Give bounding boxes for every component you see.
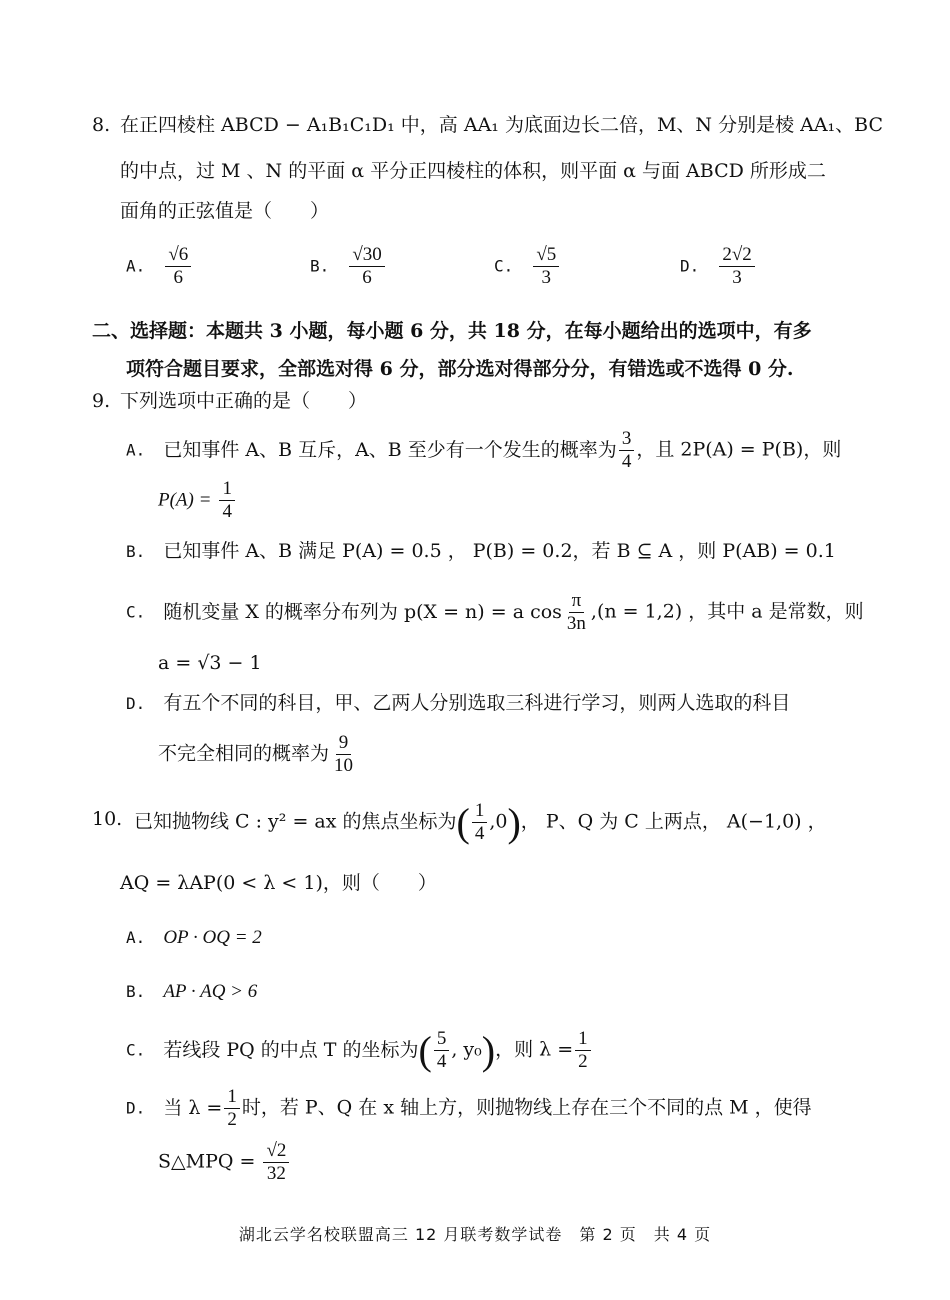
option-label: D.: [126, 694, 146, 713]
q10-option-d: [126, 1086, 812, 1131]
q10-text: 已知抛物线 C : y² = ax 的焦点坐标为: [134, 810, 457, 833]
midpoint-y: , y₀: [451, 1038, 482, 1061]
option-text-cont: ，且 2P(A) = P(B)，则: [636, 438, 842, 461]
option-label: A.: [126, 440, 146, 460]
q9-option-b: [126, 538, 836, 565]
area-fraction: $\frac{√2}{32}$: [263, 1140, 289, 1185]
option-text: 已知事件 A、B 满足 P(A) = 0.5 ， P(B) = 0.2，若 B ⊆ A ，则 P(AB) = 0.1: [163, 540, 836, 562]
option-label: C.: [126, 1040, 146, 1060]
option-label: B.: [126, 982, 146, 1001]
focus-fraction: $\frac{1}{4}$: [472, 800, 488, 845]
q10-option-d-line2: [158, 1140, 291, 1185]
lambda-fraction: $\frac{1}{2}$: [224, 1086, 240, 1131]
option-fraction: $\frac{\pi}{3n}$: [566, 590, 586, 634]
q9-number: 9.: [92, 390, 111, 412]
q10-option-b: [126, 978, 257, 1005]
page-footer: 湖北云学名校联盟高三 12 月联考数学试卷 第 2 页 共 4 页: [238, 1225, 712, 1244]
q8-option-a: [126, 244, 193, 289]
q10-stem-line2: AQ = λAP(0 < λ < 1)，则（ ）: [120, 872, 437, 894]
midpoint-fraction: $\frac{5}{4}$: [434, 1028, 450, 1073]
option-text-cont: 时，若 P、Q 在 x 轴上方，则抛物线上存在三个不同的点 M ，使得: [241, 1096, 812, 1119]
q9-option-d: [126, 690, 790, 717]
option-text-cont: ,(n = 1,2) ，其中 a 是常数，则: [590, 600, 864, 623]
option-text: 当 λ =: [163, 1096, 223, 1119]
option-text: 不完全相同的概率为: [158, 742, 330, 765]
q10-option-c: C. 若线段 PQ 的中点 T 的坐标为( $\frac{5}{4}$ , y₀)，则 λ = $\frac{1}{2}$: [126, 1028, 593, 1073]
section2-heading-line2: 项符合题目要求，全部选对得 6 分，部分选对得部分分，有错选或不选得 0 分.: [126, 358, 794, 380]
option-fraction: $\frac{√6}{6}$: [165, 244, 191, 289]
option-fraction: $\frac{1}{4}$: [219, 478, 235, 523]
q10-text-cont: ， P、Q 为 C 上两点， A(−1,0) ，: [520, 810, 827, 833]
q9-stem: 下列选项中正确的是（ ）: [120, 390, 368, 412]
q9-option-a: [126, 428, 841, 473]
option-fraction: $\frac{√5}{3}$: [533, 244, 559, 289]
option-fraction: $\frac{2√2}{3}$: [719, 244, 754, 289]
q9-option-c-line2: a = √3 − 1: [158, 652, 262, 674]
q8-option-d: [680, 244, 757, 289]
option-label: C.: [494, 256, 514, 276]
q8-stem-line2: 的中点，过 M 、N 的平面 α 平分正四棱柱的体积，则平面 α 与面 ABCD 所形成二: [120, 160, 826, 182]
option-fraction: $\frac{3}{4}$: [619, 428, 635, 473]
option-text: S△MPQ =: [158, 1150, 256, 1173]
q10-number: 10.: [92, 808, 123, 830]
option-text: P(A) =: [158, 489, 212, 511]
option-label: B.: [310, 256, 330, 276]
focus-y: ,0: [489, 810, 508, 833]
q8-number: 8.: [92, 114, 111, 136]
option-label: D.: [126, 1098, 146, 1118]
option-text: OP · OQ = 2: [163, 927, 262, 948]
section2-heading-line1: 二、选择题：本题共 3 小题，每小题 6 分，共 18 分，在每小题给出的选项中，有多: [92, 320, 812, 342]
option-label: A.: [126, 928, 146, 947]
option-text: 有五个不同的科目，甲、乙两人分别选取三科进行学习，则两人选取的科目: [163, 692, 791, 714]
option-label: B.: [126, 542, 146, 561]
q10-option-a: [126, 924, 262, 951]
q8-stem-line1: 在正四棱柱 ABCD − A₁B₁C₁D₁ 中，高 AA₁ 为底面边长二倍，M、N 分别是棱 AA₁、BC: [120, 114, 884, 136]
option-fraction: $\frac{9}{10}$: [334, 732, 354, 776]
option-text: 随机变量 X 的概率分布列为 p(X = n) = a cos: [163, 600, 562, 623]
q9-option-c: [126, 590, 864, 635]
q8-stem-line3: 面角的正弦值是（ ）: [120, 200, 330, 222]
option-text: 若线段 PQ 的中点 T 的坐标为: [163, 1038, 419, 1061]
option-label: A.: [126, 256, 146, 276]
option-text: 已知事件 A、B 互斥，A、B 至少有一个发生的概率为: [163, 438, 617, 461]
option-text: AP · AQ > 6: [163, 981, 258, 1002]
option-label: C.: [126, 602, 146, 622]
q9-option-d-line2: [158, 732, 358, 777]
lambda-fraction: $\frac{1}{2}$: [575, 1028, 591, 1073]
option-fraction: $\frac{√30}{6}$: [349, 244, 384, 289]
q8-option-b: [310, 244, 387, 289]
option-text-cont: ，则 λ =: [495, 1038, 574, 1061]
q10-stem-line1: 已知抛物线 C : y² = ax 的焦点坐标为( $\frac{1}{4}$ ,0)， P、Q 为 C 上两点， A(−1,0) ，: [134, 799, 827, 845]
option-label: D.: [680, 256, 700, 276]
q8-option-c: [494, 244, 561, 289]
q9-option-a-line2: [158, 478, 237, 523]
